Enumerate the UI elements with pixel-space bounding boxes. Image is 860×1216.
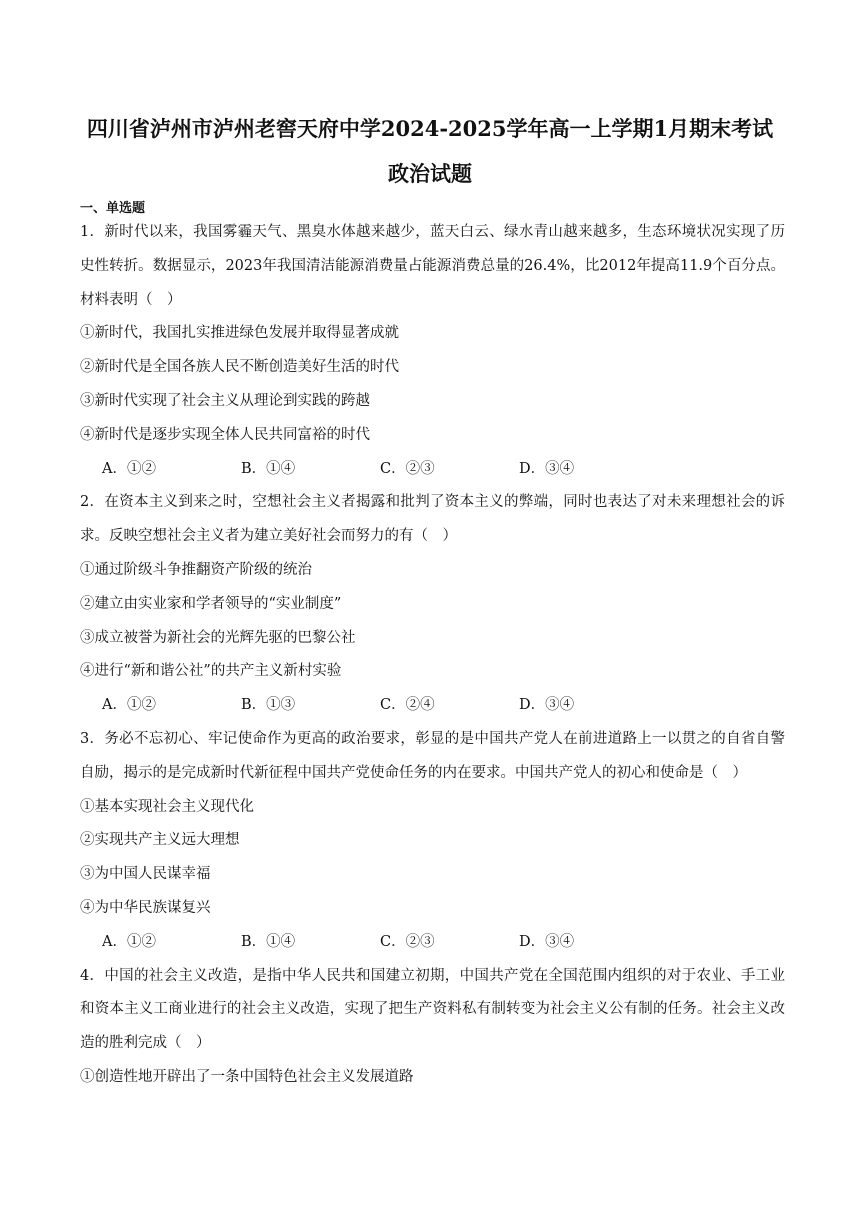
question-1 <box>80 216 785 486</box>
answer-choices <box>80 689 785 723</box>
statement-option: ②实现共产主义远大理想 <box>80 832 240 849</box>
choice-d: D．③④ <box>519 697 575 714</box>
statement-option: ①创造性地开辟出了一条中国特色社会主义发展道路 <box>80 1068 414 1085</box>
statement-option: ①通过阶级斗争推翻资产阶级的统治 <box>80 561 312 578</box>
choice-c: C．②③ <box>380 460 435 477</box>
question-stem: 4．中国的社会主义改造，是指中华人民共和国建立初期，中国共产党在全国范围内组织的对于农业、手工业和资本主义工商业进行的社会主义改造，实现了把生产资料私有制转变为社会主义公有制的任务。社会主义改造的胜利完成（ ） <box>80 967 785 1052</box>
statement-option: ④进行“新和谐公社”的共产主义新村实验 <box>80 663 342 680</box>
statement-option: ③成立被誉为新社会的光辉先驱的巴黎公社 <box>80 629 356 646</box>
question-stem: 2．在资本主义到来之时，空想社会主义者揭露和批判了资本主义的弊端，同时也表达了对未来理想社会的诉求。反映空想社会主义者为建立美好社会而努力的有（ ） <box>80 494 785 545</box>
statement-option: ②新时代是全国各族人民不断创造美好生活的时代 <box>80 359 399 376</box>
section-heading: 一、单选题 <box>80 201 146 216</box>
answer-choices <box>80 926 785 960</box>
statement-option: ②建立由实业家和学者领导的“实业制度” <box>80 595 342 612</box>
choice-d: D．③④ <box>519 460 575 477</box>
statement-option: ④为中华民族谋复兴 <box>80 899 211 916</box>
question-3 <box>80 723 785 960</box>
choice-a: A．①② <box>102 697 156 714</box>
choice-c: C．②③ <box>380 933 435 950</box>
statement-option: ①基本实现社会主义现代化 <box>80 798 254 815</box>
choice-b: B．①④ <box>241 460 296 477</box>
statement-option: ①新时代，我国扎实推进绿色发展并取得显著成就 <box>80 325 399 342</box>
answer-choices <box>80 453 785 487</box>
question-list <box>80 216 785 1095</box>
question-4 <box>80 960 785 1095</box>
statement-option: ③为中国人民谋幸福 <box>80 866 211 883</box>
statement-option: ④新时代是逐步实现全体人民共同富裕的时代 <box>80 426 370 443</box>
choice-d: D．③④ <box>519 933 575 950</box>
choice-a: A．①② <box>102 460 156 477</box>
question-2 <box>80 486 785 723</box>
choice-c: C．②④ <box>380 697 435 714</box>
statement-option: ③新时代实现了社会主义从理论到实践的跨越 <box>80 392 370 409</box>
choice-b: B．①④ <box>241 933 296 950</box>
exam-title-line1: 四川省泸州市泸州老窖天府中学2024-2025学年高一上学期1月期末考试 <box>86 116 774 141</box>
exam-title-line2: 政治试题 <box>388 161 472 186</box>
choice-a: A．①② <box>102 933 156 950</box>
question-stem: 1．新时代以来，我国雾霾天气、黑臭水体越来越少，蓝天白云、绿水青山越来越多，生态环境状况实现了历史性转折。数据显示，2023年我国清洁能源消费量占能源消费总量的26.4%，比2012年提高11.9个百分点。材料表明（ ） <box>80 224 785 308</box>
question-stem: 3．务必不忘初心、牢记使命作为更高的政治要求，彰显的是中国共产党人在前进道路上一以贯之的自省自警自励，揭示的是完成新时代新征程中国共产党使命任务的内在要求。中国共产党人的初心和使命是（ ） <box>80 730 785 781</box>
choice-b: B．①③ <box>241 697 296 714</box>
